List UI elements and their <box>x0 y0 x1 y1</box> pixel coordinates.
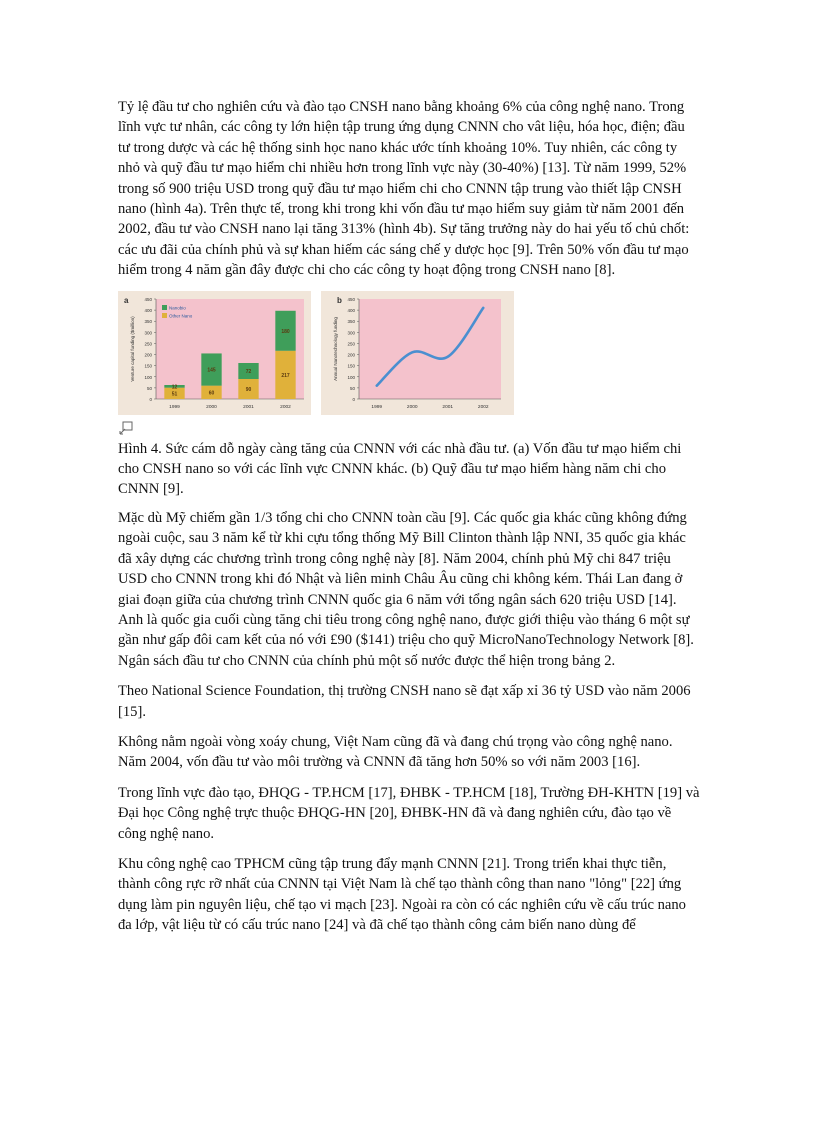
y-tick-label-a: 150 <box>144 363 152 369</box>
y-axis-label-b: Annual Nanotechnology funding <box>333 316 338 381</box>
legend-swatch-a <box>162 313 167 318</box>
bar-value-label: 145 <box>207 367 216 374</box>
y-tick-label-b: 100 <box>347 374 355 380</box>
paragraph-2: Mặc dù Mỹ chiếm gần 1/3 tổng chi cho CNNN toàn cầu [9]. Các quốc gia khác cũng không đứng ngoài cuộc, sau 3 năm kể từ khi cựu tổng thống Mỹ Bill Clinton thành lập NNI, 35 quốc gia khác đã xây dựng các chương trình trong công nghệ này [8]. Năm 2004, chính phủ Mỹ chi 847 triệu USD cho CNNN trong khi đó Nhật và liên minh Châu Âu cũng chi không kém. Thái Lan đang ở giai đoạn giữa của chương trình CNNN quốc gia 6 năm với tổng ngân sách 620 triệu USD [14]. Anh là quốc gia cuối cùng tăng chi tiêu trong công nghệ nano, được giới thiệu vào tháng 6 một sự gần như gấp đôi cam kết của nó với £90 ($141) triệu cho quỹ MicroNanoTechnology Network [8]. Ngân sách đầu tư cho CNNN của chính phủ một số nước được thể hiện trong bảng 2. <box>118 509 694 669</box>
y-tick-label-a: 400 <box>144 307 152 313</box>
y-tick-label-a: 300 <box>144 329 152 335</box>
x-tick-label-b: 1999 <box>371 404 383 410</box>
bar-value-label: 60 <box>208 389 215 396</box>
figure-caption: Hình 4. Sức cám dỗ ngày càng tăng của CNNN với các nhà đầu tư. (a) Vốn đầu tư mạo hiểm chi cho CNSH nano so với các lĩnh vực CNNN khác. (b) Quỹ đầu tư mạo hiểm hàng năm chi cho CNNN [9]. <box>118 440 682 498</box>
legend-label-a: Other Nano <box>169 313 193 319</box>
x-tick-label-a: 2000 <box>206 404 217 410</box>
x-tick-label-a: 2001 <box>243 404 254 410</box>
paragraph-4: Không nằm ngoài vòng xoáy chung, Việt Nam cũng đã và đang chú trọng vào công nghệ nano. Năm 2004, vốn đầu tư vào môi trường và CNNN đã tăng hơn 50% so với năm 2003 [16]. <box>118 733 673 771</box>
panel-a-label: a <box>124 295 129 305</box>
y-tick-label-b: 350 <box>347 318 355 324</box>
y-tick-label-b: 250 <box>347 341 355 347</box>
y-tick-label-b: 450 <box>347 296 355 302</box>
bar-value-label: 51 <box>171 390 178 397</box>
paragraph-6: Khu công nghệ cao TPHCM cũng tập trung đẩy mạnh CNNN [21]. Trong triển khai thực tiễn, thành công rực rỡ nhất của CNNN tại Việt Nam là chế tạo thành công than nano "lỏng" [22] ứng dụng làm pin nguyên liệu, chế tạo vi mạch [23]. Ngoài ra còn có các nghiên cứu về cấu trúc nano đa lớp, vật liệu từ có cấu trúc nano [24] và đã chế tạo thành công cảm biến nano dùng để <box>118 855 686 934</box>
y-tick-label-b: 150 <box>347 363 355 369</box>
document-page <box>118 97 700 946</box>
x-tick-label-a: 1999 <box>169 404 180 410</box>
bar-value-label: 217 <box>281 372 290 379</box>
y-tick-label-a: 350 <box>144 318 152 324</box>
y-tick-label-a: 200 <box>144 352 152 358</box>
y-tick-label-b: 0 <box>352 396 355 402</box>
anchor-icon <box>119 421 133 435</box>
y-tick-label-b: 400 <box>347 307 355 313</box>
y-tick-label-a: 0 <box>149 396 152 402</box>
x-tick-label-b: 2001 <box>442 404 454 410</box>
y-tick-label-b: 50 <box>349 385 355 391</box>
x-tick-label-b: 2002 <box>477 404 489 410</box>
legend-label-a: Nanobio <box>169 305 186 311</box>
figure-4 <box>118 291 700 415</box>
y-tick-label-a: 450 <box>144 296 152 302</box>
legend-swatch-a <box>162 305 167 310</box>
x-tick-label-a: 2002 <box>280 404 291 410</box>
figure-4b-chart <box>321 291 514 415</box>
figure-4a-chart <box>118 291 311 415</box>
paragraph-3: Theo National Science Foundation, thị trường CNSH nano sẽ đạt xấp xỉ 36 tỷ USD vào năm 2006 [15]. <box>118 683 691 720</box>
panel-b-label: b <box>337 295 342 305</box>
chart-a-svg <box>118 291 311 415</box>
y-tick-label-b: 300 <box>347 329 355 335</box>
bar-value-label: 90 <box>245 386 252 393</box>
y-tick-label-b: 200 <box>347 352 355 358</box>
y-tick-label-a: 250 <box>144 341 152 347</box>
y-tick-label-a: 50 <box>146 385 152 391</box>
bar-value-label: 72 <box>245 368 252 375</box>
x-tick-label-b: 2000 <box>406 404 418 410</box>
bar-value-label: 12 <box>171 383 178 390</box>
y-axis-label-a: Venture capital funding ($million) <box>130 316 135 382</box>
y-tick-label-a: 100 <box>144 374 152 380</box>
bar-value-label: 180 <box>281 328 290 335</box>
chart-b-svg <box>321 291 514 415</box>
paragraph-1: Tỷ lệ đầu tư cho nghiên cứu và đào tạo CNSH nano bằng khoảng 6% của công nghệ nano. Trong lĩnh vực tư nhân, các công ty lớn hiện tập trung ứng dụng CNNN cho vât liệu, hóa học, điện; đầu tư trong dược và các hệ thống sinh học nano khác ước tính khoảng 10%. Tuy nhiên, các công ty nhỏ và quỹ đầu tư mạo hiểm chi nhiều hơn trong lĩnh vực này (30-40%) [13]. Từ năm 1999, 52% trong số 900 triệu USD trong quỹ đầu tư mạo hiểm chi cho CNNN tập trung vào thiết lập CNSH nano (hình 4a). Trên thực tế, trong khi trong khi vốn đầu tư mạo hiểm suy giảm từ năm 2001 đến 2002, đầu tư vào CNSH nano lại tăng 313% (hình 4b). Sự tăng trưởng này do hai yếu tố chủ chốt: các ưu đãi của chính phủ và sự khan hiếm các sáng chế y dược học [9]. Trên 50% vốn đầu tư mạo hiểm trong 4 năm gần đây được chi cho các công ty hoạt động trong CNSH nano [8]. <box>118 99 690 279</box>
paragraph-5: Trong lĩnh vực đào tạo, ĐHQG - TP.HCM [17], ĐHBK - TP.HCM [18], Trường ĐH-KHTN [19] và Đại học Công nghệ trực thuộc ĐHQG-HN [20], ĐHBK-HN đã và đang nghiên cứu, đào tạo về công nghệ nano. <box>118 784 700 842</box>
